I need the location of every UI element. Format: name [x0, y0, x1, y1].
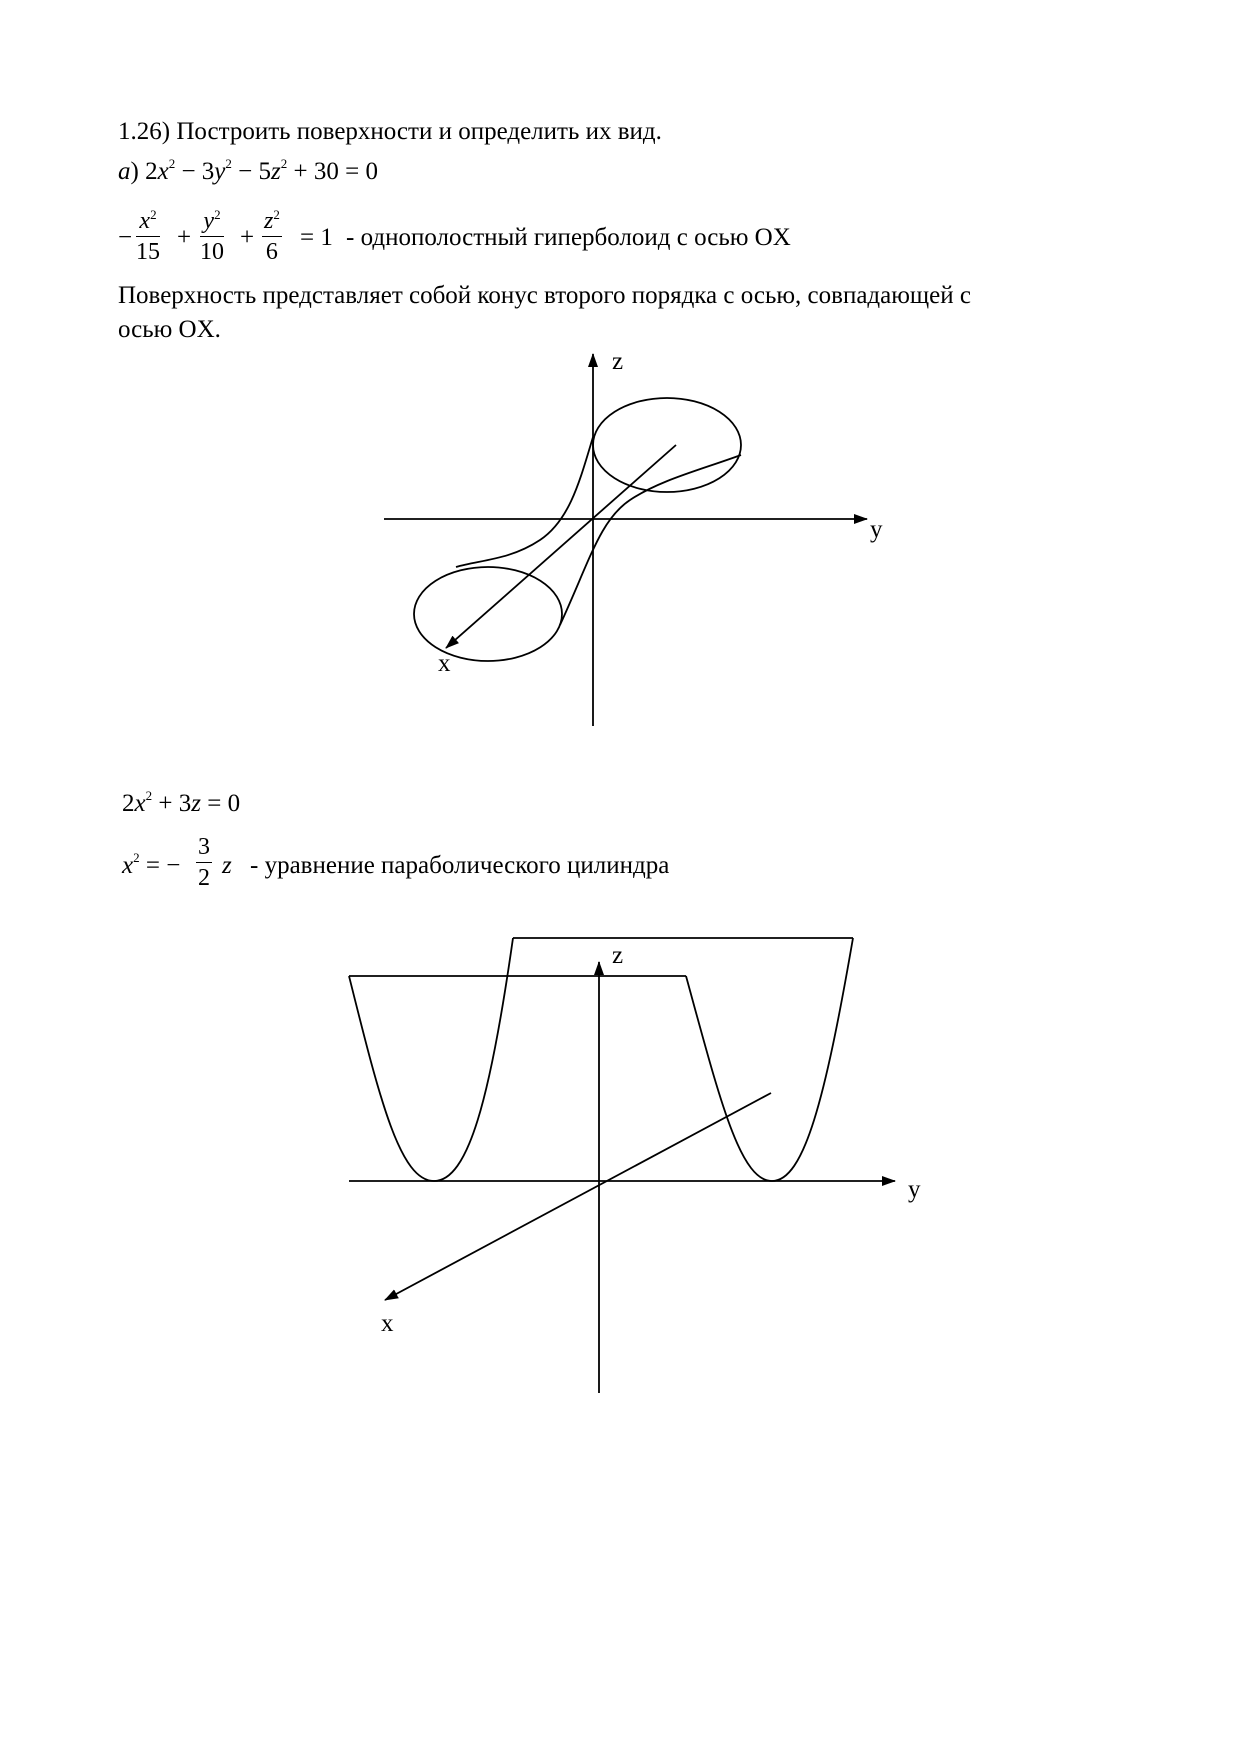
problem-heading: 1.26) Построить поверхности и определить их вид.	[118, 118, 662, 145]
fraction-y: $\frac{y^2}{10}$	[200, 207, 224, 265]
fraction-x: $\frac{x^2}{15}$	[136, 207, 160, 265]
fraction-3-2: $\frac{3}{2}$	[198, 834, 210, 891]
fraction-z: $\frac{z^2}{6}$	[264, 207, 280, 265]
x-axis	[385, 1093, 771, 1300]
figure1-x-label: x	[438, 650, 451, 677]
back-parabola	[686, 938, 853, 1181]
figure1-z-label: z	[612, 348, 624, 375]
figure2-z-label: z	[612, 942, 624, 969]
figure2-y-label: y	[908, 1176, 921, 1203]
paragraph-line-1: Поверхность представляет собой конус второго порядка с осью, совпадающей с	[118, 282, 971, 309]
paragraph-line-2: осью OX.	[118, 316, 221, 343]
equation-a: a) $2x^2 - 3y^2 - 5z^2 + 30 = 0$	[118, 156, 378, 185]
equation-cylinder: $2x^2 + 3z = 0$	[122, 788, 241, 817]
part-label: a	[118, 158, 131, 185]
figure2-x-label: x	[381, 1310, 394, 1337]
cylinder-description: - уравнение параболического цилиндра	[250, 852, 670, 879]
front-parabola	[349, 938, 513, 1181]
canonical-description: - однополостный гиперболоид с осью OX	[346, 224, 791, 251]
figure1-y-label: y	[870, 516, 883, 543]
